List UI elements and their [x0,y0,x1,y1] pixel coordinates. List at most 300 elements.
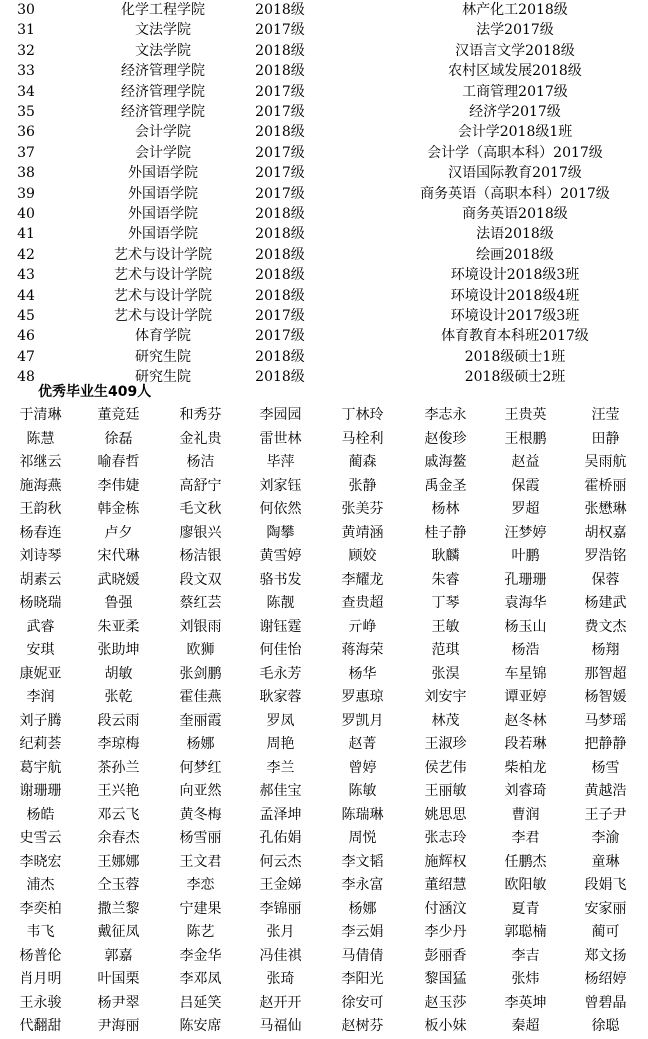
student-name: 保蓉 [591,571,620,588]
student-name: 孟泽坤 [259,806,302,823]
student-name: 浦杰 [26,877,55,893]
college-cell: 文法学院 [135,22,191,39]
grade-cell: 2017级 [255,328,305,345]
student-name: 徐磊 [104,430,133,447]
student-name: 武晓媛 [97,571,140,588]
table-row [0,41,648,61]
student-name: 桂子静 [424,524,467,541]
college-cell: 外国语学院 [128,226,198,243]
student-name: 柴柏龙 [504,759,547,776]
class-cell: 法语2018级 [476,226,554,243]
student-name: 康妮亚 [19,665,62,682]
class-cell: 经济学2017级 [469,104,561,120]
student-name: 赵俊珍 [424,430,467,447]
student-name: 安琪 [26,642,55,658]
student-name: 张志玲 [424,830,467,846]
row-number: 43 [17,267,35,284]
student-name: 王金娣 [259,877,302,893]
class-cell: 法学2017级 [476,22,554,39]
student-name: 张琦 [266,971,295,987]
student-name: 李渝 [591,830,620,846]
name-row [0,451,648,475]
table-row [0,61,648,81]
class-cell: 汉语言文学2018级 [455,42,575,59]
grade-cell: 2017级 [255,22,305,39]
row-number: 42 [17,246,35,263]
student-name: 杨普伦 [19,947,62,964]
student-name: 李英坤 [504,994,547,1011]
student-name: 李志永 [424,407,467,423]
student-name: 余春杰 [97,830,140,846]
class-cell: 2018级硕士1班 [464,348,566,365]
row-number: 45 [17,308,35,324]
student-name: 蔺可 [591,924,620,940]
name-row [0,804,648,828]
student-name: 郭聪楠 [504,924,547,940]
student-name: 彭丽香 [424,947,467,964]
student-name: 李耀龙 [341,571,384,588]
student-name: 罗浩铭 [584,548,627,564]
student-name: 赵菁 [348,736,377,752]
student-name: 李伟婕 [97,477,140,494]
name-row [0,874,648,898]
student-name: 李园园 [259,407,302,423]
student-name: 陶攀 [266,524,295,541]
student-name: 毛文秋 [179,501,222,517]
grade-cell: 2017级 [255,104,305,120]
student-name: 汪梦婷 [504,524,547,541]
table-row [0,0,648,20]
student-name: 杨玉山 [504,618,547,635]
student-name: 郑文扬 [584,947,627,964]
student-name: 李阳光 [341,971,384,987]
student-name: 孔珊珊 [504,571,547,588]
grade-cell: 2017级 [255,144,305,161]
student-name: 邓云飞 [97,806,140,823]
student-name: 段若琳 [504,736,547,752]
row-number: 33 [17,63,35,80]
table-row [0,347,648,367]
student-name: 尹海丽 [97,1018,140,1034]
student-name: 谢钰霆 [259,618,302,635]
student-name: 何佳怡 [259,642,302,658]
student-name: 杨翔 [591,642,620,658]
college-cell: 经济管理学院 [121,63,205,80]
student-name: 陈艺 [186,924,215,940]
student-name: 茶孙兰 [97,759,140,776]
student-name: 王敏 [431,618,460,635]
college-cell: 研究生院 [135,369,191,386]
student-name: 韩金栋 [97,501,140,517]
class-cell: 环境设计2018级4班 [450,287,580,304]
student-name: 王文君 [179,853,222,870]
student-name: 蒋海荣 [341,642,384,658]
student-name: 刘睿琦 [504,783,547,799]
student-name: 周艳 [266,736,295,752]
student-name: 雷世林 [259,430,302,447]
grade-cell: 2018级 [255,206,305,222]
student-name: 马梦瑶 [584,712,627,729]
student-name: 王丽敏 [424,783,467,799]
student-name: 赵益 [511,454,540,470]
student-name: 马福仙 [259,1018,302,1034]
student-name: 戴征凤 [97,924,140,940]
name-row [0,945,648,969]
row-number: 32 [17,42,35,59]
grade-cell: 2018级 [255,348,305,365]
student-name: 谢珊珊 [19,783,62,799]
table-row [0,286,648,306]
student-name: 王永骏 [19,994,62,1011]
student-name: 丁琴 [431,595,460,611]
name-row [0,733,648,757]
class-cell: 会计学（高职本科）2017级 [427,144,603,161]
student-name: 奎丽霞 [179,712,222,729]
student-name: 葛宇航 [19,759,62,776]
student-name: 周悦 [348,830,377,846]
class-cell: 体育教育本科班2017级 [441,328,589,345]
student-name: 张淏 [431,665,460,682]
student-name: 安家丽 [584,900,627,917]
table-row [0,122,648,142]
student-name: 喻春哲 [97,454,140,470]
student-name: 朱睿 [431,571,460,588]
student-name: 田静 [591,430,620,447]
name-row [0,968,648,992]
student-name: 李文韬 [341,853,384,870]
student-name: 杨洁银 [179,548,222,564]
student-name: 杨皓 [26,806,55,823]
student-name: 赵树芬 [341,1018,384,1034]
student-name: 杨春连 [19,524,62,541]
grade-cell: 2018级 [255,267,305,284]
student-name: 杨浩 [511,642,540,658]
student-name: 撒兰黎 [97,900,140,917]
student-name: 宋代琳 [97,548,140,564]
student-name: 董竞廷 [97,407,140,423]
name-row [0,1015,648,1039]
row-number: 41 [17,226,35,243]
row-number: 48 [17,369,35,386]
row-number: 30 [17,2,35,18]
student-name: 施海燕 [19,477,62,494]
name-grid [0,404,648,1039]
student-name: 李润 [26,689,55,705]
student-name: 于清琳 [19,407,62,423]
student-name: 蔡红芸 [179,595,222,611]
college-cell: 体育学院 [135,328,191,345]
student-name: 郭嘉 [104,947,133,964]
student-name: 张懋琳 [584,501,627,517]
student-name: 武睿 [26,618,55,635]
student-name: 李奕柏 [19,900,62,917]
row-number: 37 [17,144,35,161]
table-row [0,245,648,265]
student-name: 徐聪 [591,1018,620,1034]
name-row [0,827,648,851]
student-name: 耿家蓉 [259,689,302,705]
student-name: 黄雪婷 [259,548,302,564]
student-name: 代翻甜 [19,1018,62,1034]
table-row [0,20,648,40]
student-name: 王韵秋 [19,501,62,517]
student-name: 董绍慧 [424,877,467,893]
class-cell: 环境设计2017级3班 [450,308,580,324]
table-row [0,143,648,163]
student-name: 李锦丽 [259,900,302,917]
student-name: 李兰 [266,759,295,776]
student-name: 侯艺伟 [424,759,467,776]
student-name: 曾婷 [348,759,377,776]
student-name: 李永富 [341,877,384,893]
grade-cell: 2018级 [255,226,305,243]
student-name: 李邓凤 [179,971,222,987]
student-name: 刘家钰 [259,477,302,494]
student-name: 骆书发 [259,571,302,588]
student-name: 吕延笑 [179,994,222,1011]
student-name: 付涵汶 [424,900,467,917]
class-cell: 环境设计2018级3班 [450,267,580,284]
table-row [0,82,648,102]
grade-cell: 2018级 [255,287,305,304]
student-name: 胡敏 [104,665,133,682]
class-cell: 会计学2018级1班 [457,124,573,141]
student-name: 向亚然 [179,783,222,799]
table-row [0,204,648,224]
row-number: 38 [17,165,35,182]
student-name: 杨林 [431,501,460,517]
student-name: 李恋 [186,877,215,893]
college-cell: 艺术与设计学院 [114,267,212,284]
student-name: 范琪 [431,642,460,658]
student-name: 王娜娜 [97,853,140,870]
name-row [0,404,648,428]
student-name: 杨洁 [186,454,215,470]
college-cell: 艺术与设计学院 [114,287,212,304]
student-name: 张助坤 [97,642,140,658]
student-name: 任鹏杰 [504,853,547,870]
student-name: 杨绍婷 [584,971,627,987]
student-name: 赵玉莎 [424,994,467,1011]
student-name: 罗超 [511,501,540,517]
student-name: 曾碧晶 [584,994,627,1011]
student-name: 高舒宁 [179,477,222,494]
grade-cell: 2017级 [255,185,305,202]
student-name: 霍佳燕 [179,689,222,705]
student-name: 王淑珍 [424,736,467,752]
student-name: 欧狮 [186,642,215,658]
row-number: 35 [17,104,35,120]
college-cell: 经济管理学院 [121,83,205,100]
grade-cell: 2017级 [255,83,305,100]
student-name: 李少丹 [424,924,467,940]
student-name: 马栓利 [341,430,384,447]
student-name: 王根鹏 [504,430,547,447]
grade-cell: 2018级 [255,63,305,80]
student-name: 毛永芳 [259,665,302,682]
section-heading: 优秀毕业生409人 [38,384,152,400]
student-name: 叶鹏 [511,548,540,564]
grade-cell: 2017级 [255,308,305,324]
row-number: 47 [17,348,35,365]
student-name: 李金华 [179,947,222,964]
name-row [0,639,648,663]
name-row [0,522,648,546]
student-name: 谭亚婷 [504,689,547,705]
student-name: 毕萍 [266,454,295,470]
student-name: 冯佳祺 [259,947,302,964]
name-row [0,710,648,734]
student-name: 罗凤 [266,712,295,729]
table-row [0,102,648,122]
student-name: 何云杰 [259,853,302,870]
name-row [0,498,648,522]
class-cell: 工商管理2017级 [462,83,568,100]
student-name: 段文双 [179,571,222,588]
student-name: 袁海华 [504,595,547,611]
student-name: 刘诗琴 [19,548,62,564]
grade-cell: 2018级 [255,124,305,141]
table-row [0,326,648,346]
student-name: 韦飞 [26,924,55,940]
name-row [0,475,648,499]
student-name: 杨娜 [348,900,377,917]
name-row [0,592,648,616]
student-name: 李吉 [511,947,540,964]
student-name: 欧阳敏 [504,877,547,893]
student-name: 黄越浩 [584,783,627,799]
name-row [0,921,648,945]
table-row [0,224,648,244]
name-row [0,898,648,922]
student-name: 亓峥 [348,618,377,635]
student-name: 林茂 [431,712,460,729]
student-name: 黎国猛 [424,971,467,987]
student-name: 马倩倩 [341,947,384,964]
student-name: 宁建果 [179,900,222,917]
student-name: 那智超 [584,665,627,682]
student-name: 胡素云 [19,571,62,588]
student-name: 板小妹 [424,1018,467,1034]
row-number: 34 [17,83,35,100]
class-cell: 农村区域发展2018级 [448,63,582,80]
student-name: 陈慧 [26,430,55,447]
name-row [0,545,648,569]
student-name: 王贵英 [504,407,547,423]
table-row [0,184,648,204]
name-row [0,686,648,710]
college-cell: 会计学院 [135,144,191,161]
student-name: 祁继云 [19,454,62,470]
student-name: 段云雨 [97,712,140,729]
grade-cell: 2018级 [255,369,305,386]
row-number: 46 [17,328,35,345]
row-number: 39 [17,185,35,202]
student-name: 陈靓 [266,595,295,611]
student-name: 车星锦 [504,665,547,682]
student-name: 顾姣 [348,548,377,564]
student-name: 耿麟 [431,548,460,564]
row-number: 44 [17,287,35,304]
student-name: 赵冬林 [504,712,547,729]
name-row [0,992,648,1016]
student-name: 杨建武 [584,595,627,611]
student-name: 陈敏 [348,783,377,799]
student-name: 童琳 [591,853,620,870]
name-row [0,757,648,781]
student-name: 黄冬梅 [179,806,222,823]
student-name: 史雪云 [19,830,62,846]
student-name: 杨雪丽 [179,830,222,846]
student-name: 禹金圣 [424,477,467,494]
student-name: 王子尹 [584,806,627,823]
student-name: 仝玉蓉 [97,877,140,893]
student-name: 徐安可 [341,994,384,1011]
student-name: 汪莹 [591,407,620,423]
student-name: 刘安宇 [424,689,467,705]
student-name: 杨尹翠 [97,994,140,1011]
student-name: 罗凯月 [341,712,384,729]
student-name: 金礼贵 [179,430,222,447]
name-row [0,428,648,452]
student-name: 胡权嘉 [584,524,627,541]
table-row [0,265,648,285]
student-name: 杨晓瑞 [19,595,62,611]
student-name: 刘子腾 [19,712,62,729]
class-cell: 林产化工2018级 [462,2,568,18]
college-cell: 外国语学院 [128,185,198,202]
row-number: 36 [17,124,35,141]
student-name: 夏青 [511,900,540,917]
grade-cell: 2018级 [255,42,305,59]
row-number: 40 [17,206,35,222]
student-name: 罗惠琼 [341,689,384,705]
student-name: 和秀芬 [179,407,222,423]
student-name: 查贵超 [341,595,384,611]
student-name: 李君 [511,830,540,846]
college-cell: 外国语学院 [128,165,198,182]
student-name: 秦超 [511,1018,540,1034]
student-name: 何依然 [259,501,302,517]
student-name: 戚海鳌 [424,454,467,470]
student-name: 施辉权 [424,853,467,870]
student-name: 丁林玲 [341,407,384,423]
student-name: 李云娟 [341,924,384,940]
student-name: 段娟飞 [584,877,627,893]
class-cell: 商务英语2018级 [462,206,568,222]
student-name: 杨娜 [186,736,215,752]
student-name: 李晓宏 [19,853,62,870]
student-name: 张美芬 [341,501,384,517]
student-name: 卢夕 [104,524,133,541]
name-row [0,569,648,593]
row-number: 31 [17,22,35,39]
student-name: 费文杰 [584,618,627,635]
student-name: 肖月明 [19,971,62,987]
student-name: 陈瑞琳 [341,806,384,823]
college-cell: 艺术与设计学院 [114,246,212,263]
student-name: 朱亚柔 [97,618,140,635]
student-name: 姚思思 [424,806,467,823]
name-row [0,780,648,804]
student-name: 张剑鹏 [179,665,222,682]
table-row [0,163,648,183]
college-cell: 研究生院 [135,348,191,365]
student-name: 何梦红 [179,759,222,776]
student-name: 鲁强 [104,595,133,611]
student-name: 杨华 [348,665,377,682]
student-name: 黄靖涵 [341,524,384,541]
